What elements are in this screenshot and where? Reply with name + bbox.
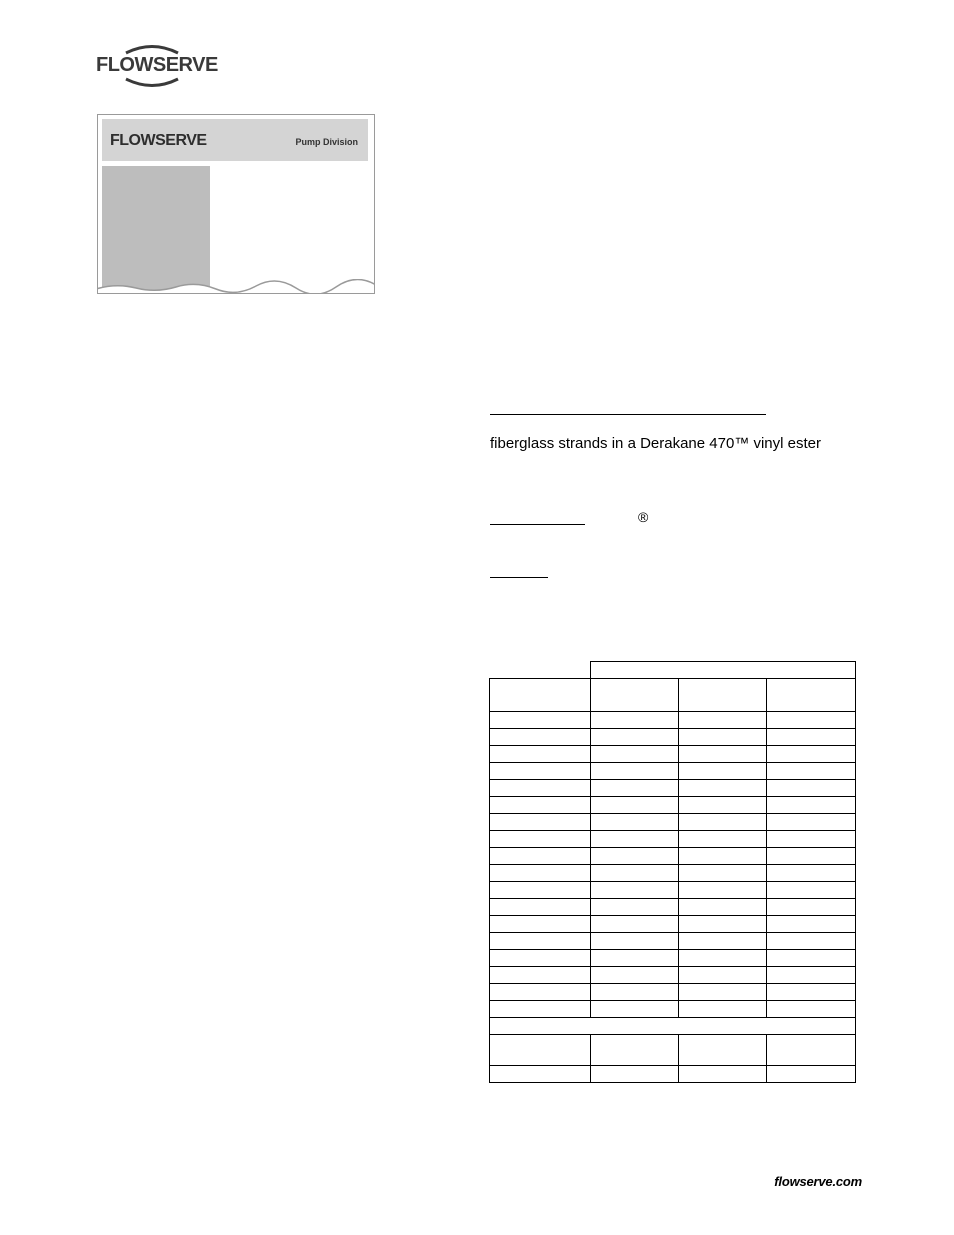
table-cell <box>679 1001 767 1018</box>
table-cell <box>767 899 856 916</box>
table-cell <box>591 679 679 712</box>
table-row <box>490 865 856 882</box>
table-cell <box>591 865 679 882</box>
table-cell <box>490 848 591 865</box>
table-cell <box>767 1066 856 1083</box>
table-row <box>490 1001 856 1018</box>
table-cell <box>767 746 856 763</box>
table-cell <box>679 933 767 950</box>
table-cell <box>767 984 856 1001</box>
table-row <box>490 1066 856 1083</box>
table-row <box>490 967 856 984</box>
logo-wordmark: FLOWSERVE <box>96 54 218 76</box>
table-cell <box>490 662 591 679</box>
table-cell <box>490 950 591 967</box>
table-cell <box>591 712 679 729</box>
table-row <box>490 746 856 763</box>
table-cell <box>767 933 856 950</box>
table-row <box>490 763 856 780</box>
table-cell <box>679 865 767 882</box>
table-cell <box>591 984 679 1001</box>
table-cell <box>767 831 856 848</box>
table-cell <box>767 780 856 797</box>
table-cell <box>490 780 591 797</box>
table-cell <box>679 746 767 763</box>
table-row <box>490 950 856 967</box>
table-cell <box>490 1066 591 1083</box>
table-row <box>490 814 856 831</box>
table-cell <box>679 712 767 729</box>
table-row <box>490 899 856 916</box>
table-cell <box>767 814 856 831</box>
table-cell <box>767 916 856 933</box>
table-cell <box>679 1035 767 1066</box>
table-cell <box>591 933 679 950</box>
specification-table <box>489 661 856 1083</box>
table-cell <box>591 763 679 780</box>
table-cell <box>490 967 591 984</box>
table-cell <box>490 763 591 780</box>
table-cell <box>591 1066 679 1083</box>
table-cell <box>591 950 679 967</box>
table-cell <box>591 1035 679 1066</box>
table-cell <box>591 746 679 763</box>
table-cell <box>490 797 591 814</box>
table-cell <box>591 848 679 865</box>
table-row <box>490 712 856 729</box>
table-row <box>490 882 856 899</box>
table-cell <box>679 814 767 831</box>
table-cell <box>767 763 856 780</box>
table-cell <box>679 679 767 712</box>
card-header <box>102 119 368 161</box>
table-row <box>490 933 856 950</box>
table-header-row <box>490 662 856 679</box>
table-row <box>490 729 856 746</box>
table-cell <box>490 1018 856 1035</box>
table-header-row <box>490 679 856 712</box>
table-cell <box>591 780 679 797</box>
flowserve-logo <box>96 42 218 90</box>
card-logo: FLOWSERVE <box>110 132 207 149</box>
table-cell <box>767 797 856 814</box>
table-cell <box>679 967 767 984</box>
table-cell <box>767 729 856 746</box>
table-cell <box>767 1035 856 1066</box>
table-cell <box>490 679 591 712</box>
table-row <box>490 1035 856 1066</box>
table-row <box>490 831 856 848</box>
table-cell <box>767 967 856 984</box>
card-side-panel <box>102 166 210 294</box>
brochure-preview-card <box>97 114 375 294</box>
table-cell <box>490 865 591 882</box>
table-cell <box>490 916 591 933</box>
table-cell <box>591 967 679 984</box>
torn-edge-icon <box>97 279 375 294</box>
table-cell <box>591 882 679 899</box>
card-division-label: Pump Division <box>295 137 358 147</box>
section-rule <box>490 414 766 415</box>
table-cell <box>679 916 767 933</box>
table-cell <box>767 882 856 899</box>
table-cell <box>591 797 679 814</box>
registered-mark: ® <box>638 509 649 525</box>
table-cell <box>591 729 679 746</box>
table-cell <box>767 679 856 712</box>
table-cell <box>767 950 856 967</box>
table-cell <box>767 712 856 729</box>
table-cell <box>490 712 591 729</box>
table-row <box>490 916 856 933</box>
table-cell <box>679 899 767 916</box>
table-cell <box>591 899 679 916</box>
table-row <box>490 848 856 865</box>
table-cell <box>679 1066 767 1083</box>
table-cell <box>679 729 767 746</box>
table-row <box>490 780 856 797</box>
table-cell <box>490 933 591 950</box>
table-cell <box>767 848 856 865</box>
table-cell <box>679 831 767 848</box>
table-cell <box>490 746 591 763</box>
table-cell <box>490 882 591 899</box>
table-cell <box>679 763 767 780</box>
underlined-heading-1 <box>490 524 585 525</box>
footer-url[interactable]: flowserve.com <box>774 1174 862 1189</box>
table-section-row <box>490 1018 856 1035</box>
table-cell <box>490 729 591 746</box>
table-cell <box>591 814 679 831</box>
table-cell <box>679 984 767 1001</box>
table-cell <box>591 831 679 848</box>
table-cell <box>591 1001 679 1018</box>
underlined-heading-2 <box>490 577 548 578</box>
body-text-line: fiberglass strands in a Derakane 470™ vinyl ester <box>490 435 821 452</box>
table-cell <box>679 950 767 967</box>
table-cell <box>767 865 856 882</box>
table-cell <box>490 1035 591 1066</box>
table-cell <box>591 662 856 679</box>
table-cell <box>679 797 767 814</box>
table-cell <box>679 848 767 865</box>
table-cell <box>679 780 767 797</box>
table-cell <box>490 831 591 848</box>
table-cell <box>490 899 591 916</box>
table-cell <box>490 1001 591 1018</box>
table-cell <box>591 916 679 933</box>
table-cell <box>490 814 591 831</box>
table-row <box>490 984 856 1001</box>
table-row <box>490 797 856 814</box>
table-cell <box>490 984 591 1001</box>
table-cell <box>679 882 767 899</box>
table-cell <box>767 1001 856 1018</box>
